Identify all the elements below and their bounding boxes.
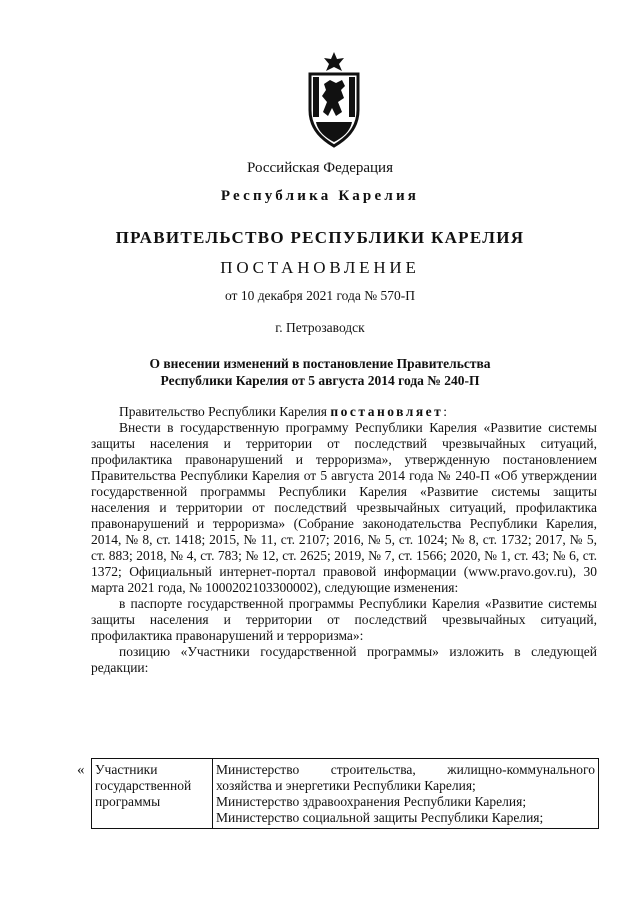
intro-prefix: Правительство Республики Карелия [119,404,328,419]
title-line-2: Республики Карелия от 5 августа 2014 года № 240-П [160,373,480,388]
participants-label: Участники государственной программы [92,759,213,829]
table-row [92,759,599,829]
intro-verb: постановляет [330,404,444,419]
paragraph-position: позицию «Участники государственной программы» изложить в следующей редакции: [91,644,597,675]
participant-line: Министерство здравоохранения Республики Карелия; [216,794,527,809]
document-title [0,355,640,389]
participant-line: Министерство строительства, жилищно-коммунального хозяйства и энергетики Республики Карелия; [216,762,595,793]
participants-list [213,759,599,829]
government-name: ПРАВИТЕЛЬСТВО РЕСПУБЛИКИ КАРЕЛИЯ [115,228,525,247]
participant-line: Министерство социальной защиты Республики Карелия; [216,810,544,825]
decree-date-number: от 10 декабря 2021 года № 570-П [224,288,416,303]
title-line-1: О внесении изменений в постановление Правительства [149,356,491,371]
document-body [91,404,597,676]
participants-table [91,758,599,829]
document-type: ПОСТАНОВЛЕНИЕ [220,258,420,277]
country-name: Российская Федерация [247,160,393,176]
coat-of-arms-icon [304,50,364,150]
paragraph-passport: в паспорте государственной программы Республики Карелия «Развитие системы защиты населения и территории от последствий чрезвычайных ситуаций, профилактика правонарушений и терроризма»: [91,596,597,643]
intro-paragraph [91,404,597,420]
paragraph-amendment: Внести в государственную программу Республики Карелия «Развитие системы защиты населения и территории от последствий чрезвычайных ситуаций, профилактика правонарушений и терроризма», утвержденную постановлением Правительства Республики Карелия от 5 августа 2014 года № 240-П «Об утверждении государственной программы Республики Карелия «Развитие системы защиты населения и территории от последствий чрезвычайных ситуаций, профилактика правонарушений и терроризма» (Собрание законодательства Республики Карелия, 2014, № 8, ст. 1418; 2015, № 11, ст. 2107; 2016, № 5, ст. 1024; № 8, ст. 1732; 2017, № 5, ст. 883; 2018, № 4, ст. 783; № 12, ст. 2625; 2019, № 7, ст. 1566; 2020, № 1, ст. 43; № 6, ст. 1372; Официальный интернет-портал правовой информации (www.pravo.gov.ru), 30 марта 2021 года, № 1000202103300002), следующие изменения: [91,420,597,595]
city-name: г. Петрозаводск [275,320,365,335]
open-quote-mark: « [77,762,85,778]
intro-suffix: : [443,404,448,419]
republic-name: Республика Карелия [220,188,420,204]
